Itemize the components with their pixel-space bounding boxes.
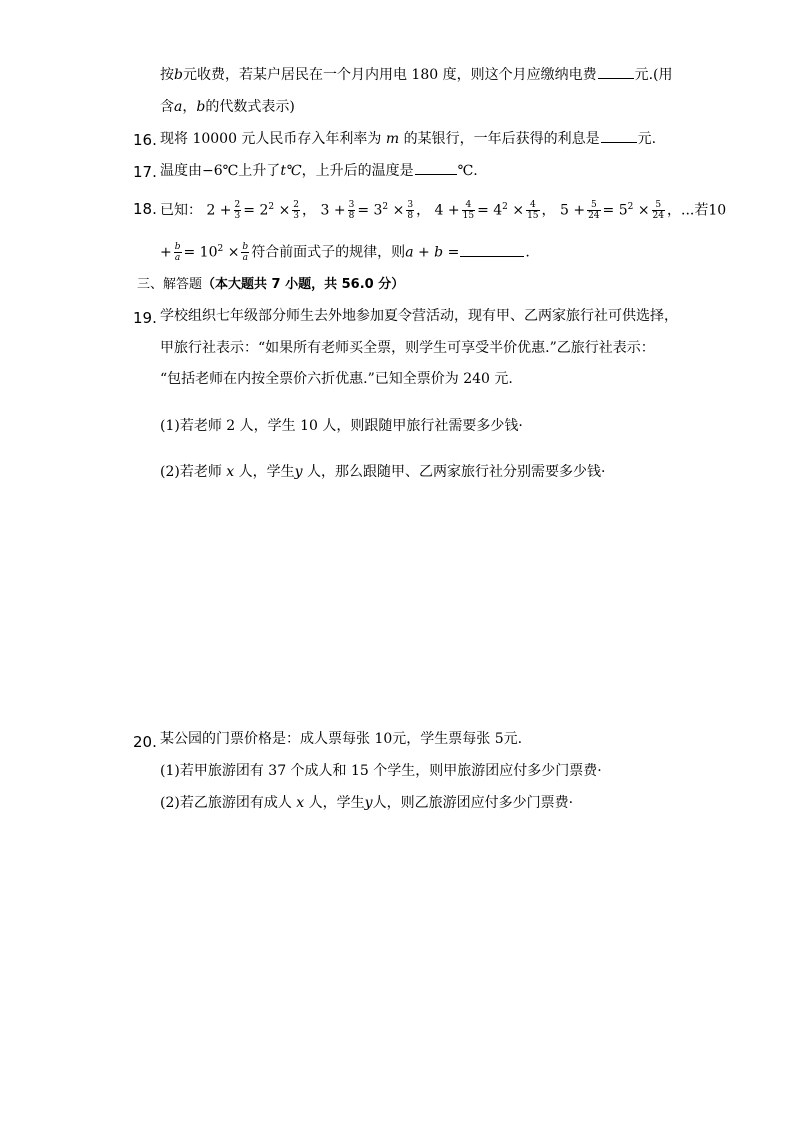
question-number: 20. bbox=[133, 733, 157, 751]
q18-term: = 10 bbox=[183, 244, 218, 261]
fraction: $\frac{3}{8}$ bbox=[407, 200, 414, 222]
var-x: x bbox=[296, 795, 305, 811]
times-sign: × bbox=[637, 202, 650, 219]
q15-line-1 bbox=[160, 64, 673, 85]
var-y: y bbox=[364, 795, 373, 811]
times-sign: × bbox=[392, 202, 405, 219]
q18-term: = 4 bbox=[477, 202, 503, 219]
var-x: x bbox=[226, 464, 235, 480]
q16-part: 元. bbox=[637, 131, 657, 147]
q18-lead: 已知： bbox=[160, 202, 202, 219]
var-b: b bbox=[174, 67, 183, 83]
q15-text: 按 bbox=[160, 67, 174, 83]
q15-text: 元收费，若某户居民在一个月内用电 180 度，则这个月应缴纳电费 bbox=[182, 67, 597, 83]
q15-text: 含 bbox=[160, 99, 174, 115]
q20-line-1: 某公园的门票价格是：成人票每张 10元，学生票每张 5元. bbox=[160, 731, 523, 747]
q18-term: 符合前面式子的规律，则 bbox=[251, 244, 406, 261]
answer-blank[interactable] bbox=[598, 64, 634, 79]
q18-term: 2 + bbox=[206, 202, 232, 219]
q20-part: (2)若乙旅游团有成人 bbox=[160, 795, 292, 811]
separator: ， bbox=[541, 202, 556, 219]
q18-term: + bbox=[160, 244, 172, 261]
q17-text bbox=[160, 160, 478, 181]
times-sign: × bbox=[227, 244, 240, 261]
q20-part-1: (1)若甲旅游团有 37 个成人和 15 个学生，则甲旅游团应付多少门票费· bbox=[160, 763, 602, 779]
q15-text: 的代数式表示) bbox=[205, 99, 295, 115]
q15-text: ， bbox=[182, 99, 197, 115]
q19-line-2: 甲旅行社表示：“如果所有老师买全票，则学生可享受半价优惠.”乙旅行社表示： bbox=[160, 340, 655, 356]
q19-line-1: 学校组织七年级部分师生去外地参加夏令营活动，现有甲、乙两家旅行社可供选择， bbox=[160, 308, 678, 324]
q19-part-1: (1)若老师 2 人，学生 10 人，则跟随甲旅行社需要多少钱· bbox=[160, 418, 523, 434]
q16-part: 的某银行，一年后获得的利息是 bbox=[403, 131, 600, 147]
q19-line-3: “包括老师在内按全票价六折优惠.”已知全票价为 240 元. bbox=[160, 371, 513, 387]
section-title: 三、解答题 bbox=[137, 277, 203, 292]
fraction: $\frac{b}{a}$ bbox=[174, 242, 181, 264]
var-m: m bbox=[385, 131, 400, 147]
q18-term: 4 + bbox=[434, 202, 460, 219]
answer-blank[interactable] bbox=[460, 242, 524, 257]
times-sign: × bbox=[278, 202, 291, 219]
fraction: $\frac{3}{8}$ bbox=[348, 200, 355, 222]
q18-term: = 3 bbox=[357, 202, 383, 219]
question-number: 19. bbox=[133, 309, 157, 327]
answer-blank[interactable] bbox=[415, 160, 457, 175]
answer-blank[interactable] bbox=[601, 128, 637, 143]
fraction: $\frac{2}{3}$ bbox=[293, 200, 300, 222]
q19-part: 人，学生 bbox=[238, 464, 295, 480]
fraction: $\frac{4}{15}$ bbox=[527, 200, 539, 222]
separator: ， bbox=[416, 202, 431, 219]
fraction: $\frac{2}{3}$ bbox=[234, 200, 241, 222]
q18-term: = 2 bbox=[243, 202, 269, 219]
q15-text: 元.(用 bbox=[634, 67, 673, 83]
section-heading bbox=[137, 275, 404, 295]
q16-part: 现将 10000 元人民币存入年利率为 bbox=[160, 131, 382, 147]
var-t: t℃ bbox=[280, 163, 302, 179]
q18-tail: ，...若10 bbox=[667, 202, 727, 219]
var-a: a bbox=[174, 99, 183, 115]
var-b: b bbox=[196, 99, 206, 115]
fraction: $\frac{5}{24}$ bbox=[652, 200, 664, 222]
q18-term: 3 + bbox=[320, 202, 346, 219]
section-detail: （本大题共 7 小题，共 56.0 分） bbox=[202, 277, 405, 292]
q18-term: 5 + bbox=[559, 202, 586, 219]
q18-term: = 5 bbox=[602, 202, 628, 219]
q18-expression: a + b = bbox=[405, 244, 460, 261]
q17-part: ℃. bbox=[457, 163, 478, 179]
q20-part: 人，则乙旅游团应付多少门票费· bbox=[372, 795, 574, 811]
separator: ， bbox=[302, 202, 317, 219]
fraction: $\frac{b}{a}$ bbox=[242, 242, 249, 264]
times-sign: × bbox=[512, 202, 525, 219]
fraction: $\frac{5}{24}$ bbox=[588, 200, 600, 222]
q17-part: 温度由−6℃上升了 bbox=[160, 163, 281, 179]
question-number: 17. bbox=[133, 163, 157, 181]
question-number: 18. bbox=[133, 200, 157, 218]
fraction: $\frac{4}{15}$ bbox=[462, 200, 475, 222]
question-number: 16. bbox=[133, 131, 157, 149]
q18-formula-line: 已知： 2 + $\frac{2}{3}$ = $2^2$ × $\frac{2}{3}$ ， 3 + $\frac{3}{8}$ = $3^2$ × $\frac{3}{8}$ ， 4 + $\frac{4}{15}$ = $4^2$ × $\frac{4}{15}$ ， 5 + $\frac{5}{24}$ = $5^2$ × $\frac{5}{24}$ ，...若10 bbox=[160, 200, 727, 222]
q19-part-2 bbox=[160, 462, 605, 482]
q20-part-2 bbox=[160, 793, 573, 813]
q16-text bbox=[160, 128, 656, 149]
q19-part: 人，那么跟随甲、乙两家旅行社分别需要多少钱· bbox=[307, 464, 606, 480]
q15-line-2 bbox=[160, 97, 295, 117]
q18-term: . bbox=[525, 244, 530, 261]
q17-part: ，上升后的温度是 bbox=[301, 163, 414, 179]
q18-line-2: + $\frac{b}{a}$ = $10^2$ × $\frac{b}{a}$ 符合前面式子的规律，则a + b = . bbox=[160, 242, 530, 264]
q19-part: (2)若老师 bbox=[160, 464, 222, 480]
var-y: y bbox=[294, 464, 303, 480]
q20-part: 人，学生 bbox=[308, 795, 365, 811]
